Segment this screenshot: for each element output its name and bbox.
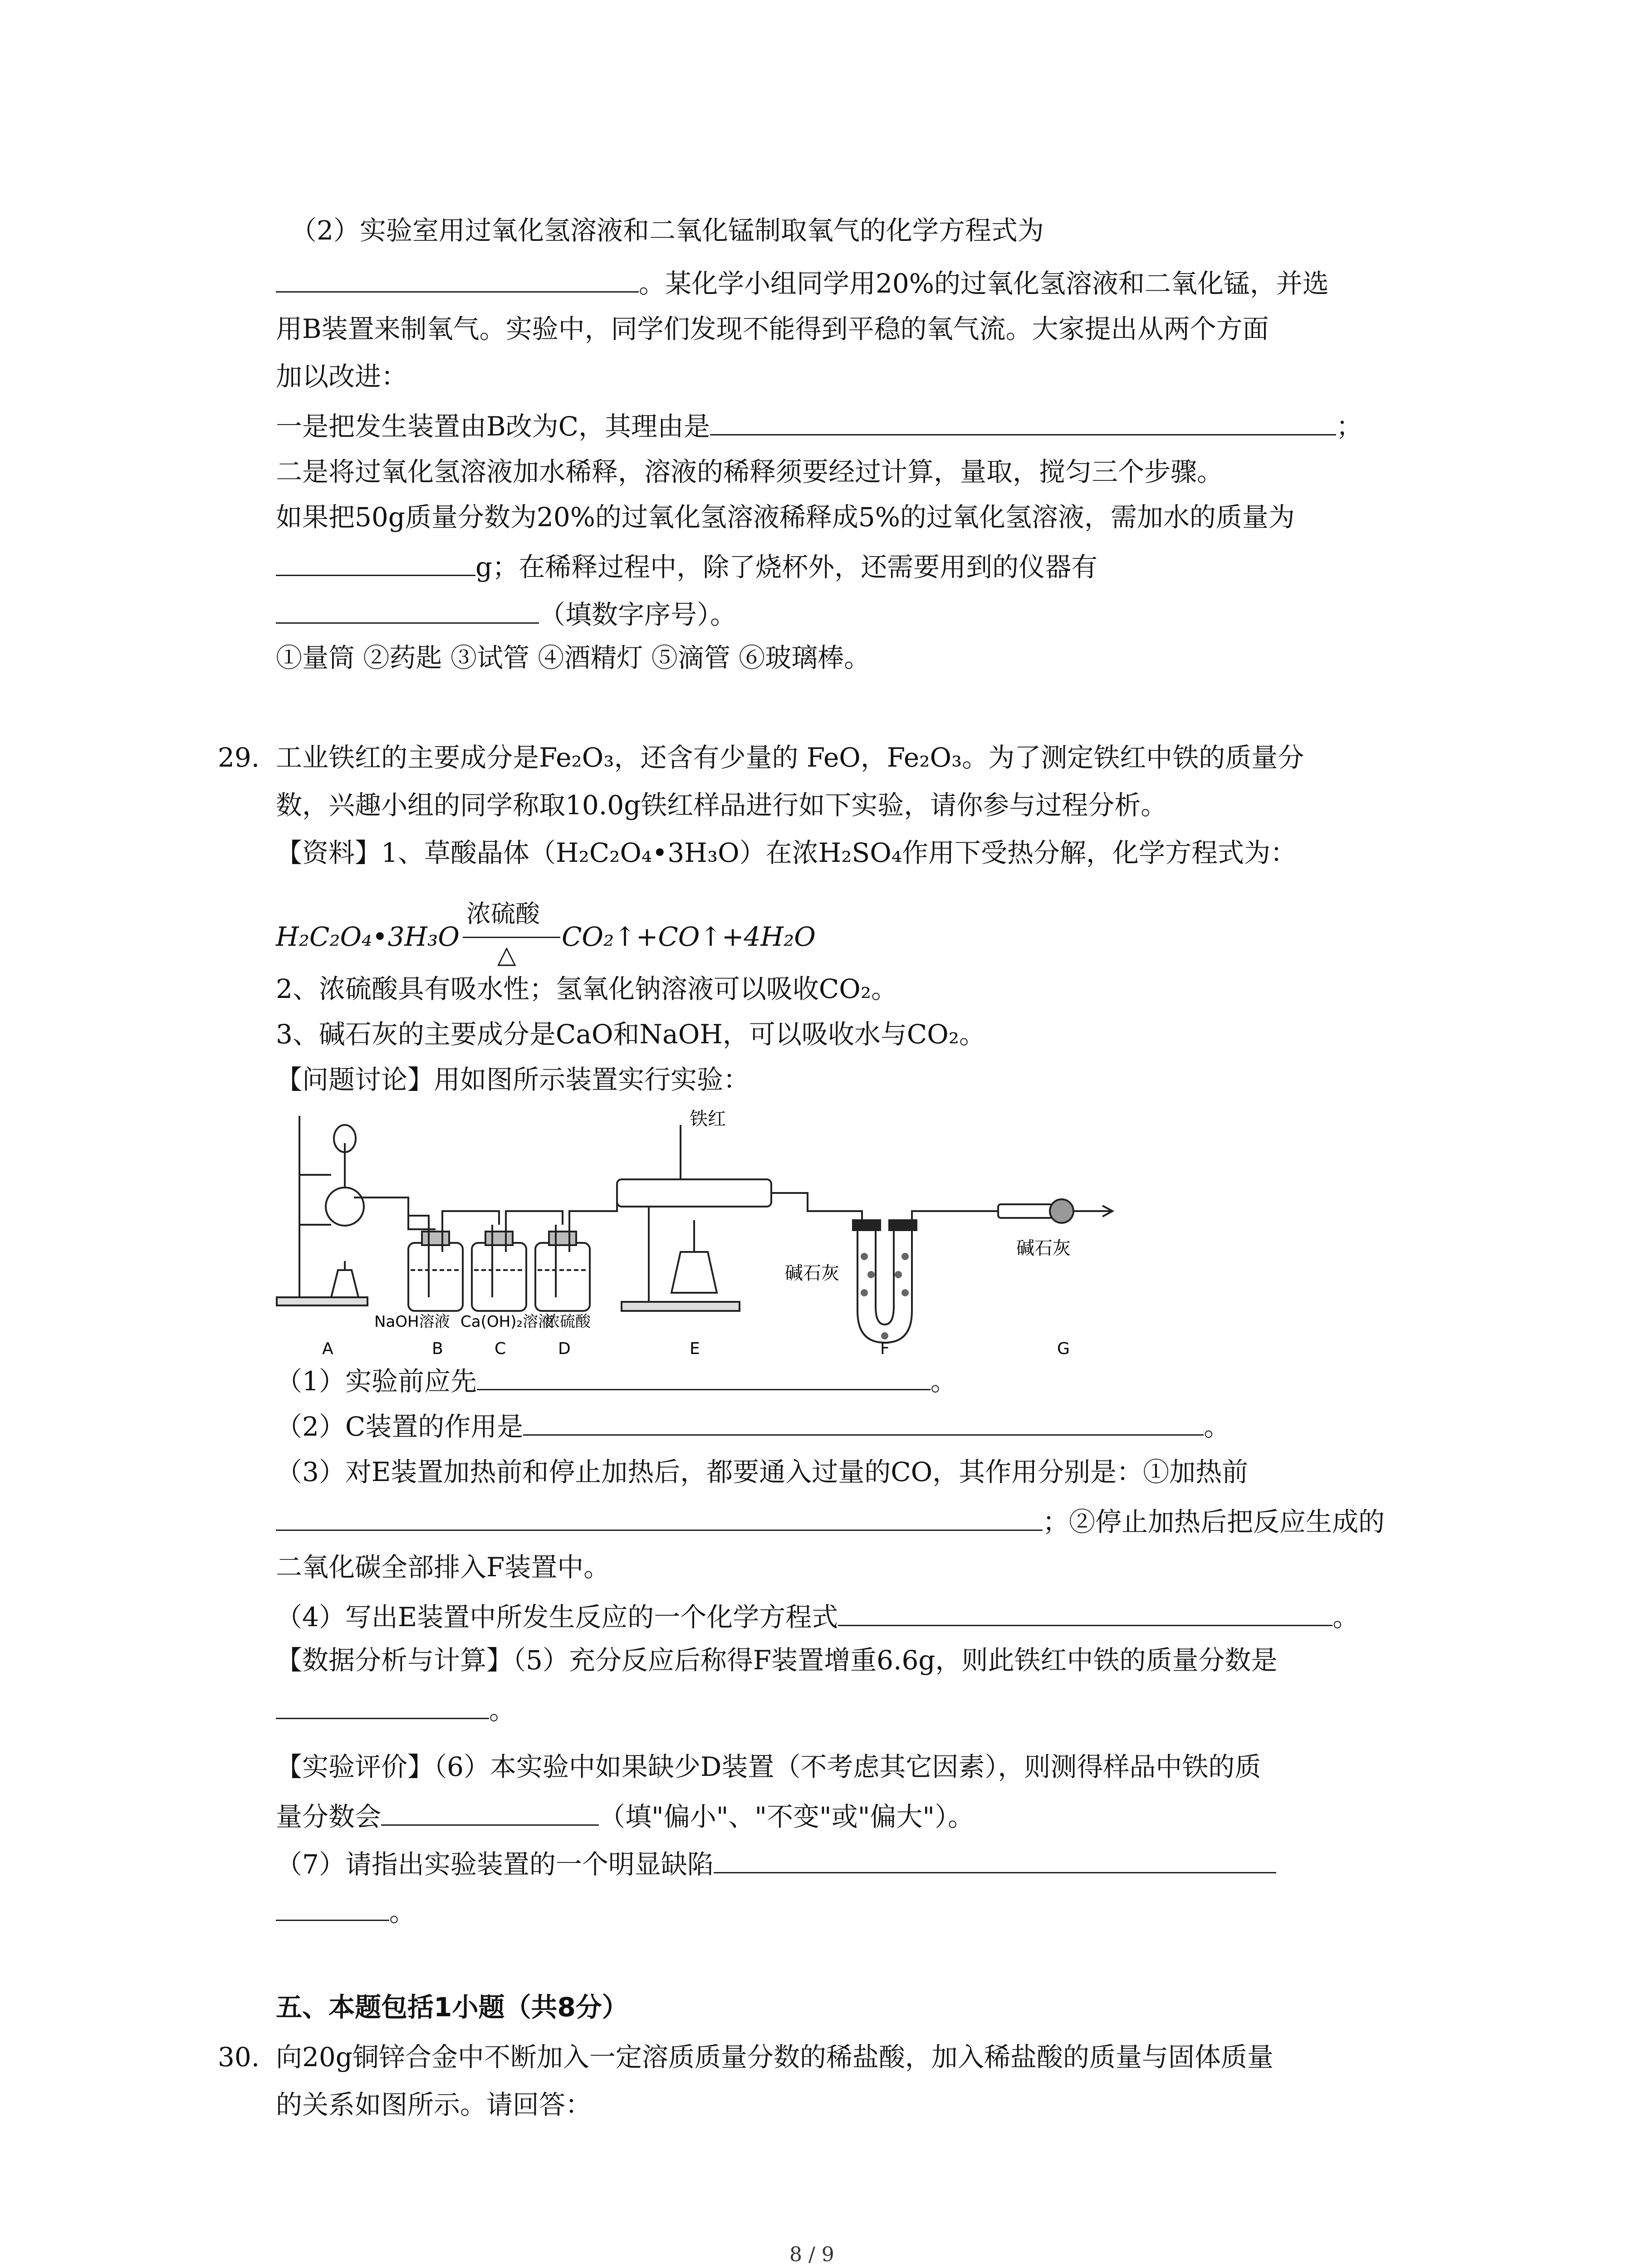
stand-base (277, 1297, 367, 1305)
q29-part6-line2: 量分数会 （填"偏小"、"不变"或"偏大"）。 (276, 1796, 974, 1835)
answer-blank[interactable] (276, 1501, 1043, 1531)
label-soda-lime-f: 碱石灰 (785, 1263, 839, 1284)
q29-part6-line1: 【实验评价】（6）本实验中如果缺少D装置（不考虑其它因素），则测得样品中铁的质 (276, 1751, 1261, 1782)
q29-part5: 【数据分析与计算】（5）充分反应后称得F装置增重6.6g，则此铁红中铁的质量分数是 (276, 1645, 1278, 1676)
q29-part4: （4）写出E装置中所发生反应的一个化学方程式 。 (276, 1597, 1359, 1635)
q28-p2-line3: 用B装置来制氧气。实验中，同学们发现不能得到平稳的氧气流。大家提出从两个方面 (276, 313, 1269, 344)
label-solution-d: 浓硫酸 (544, 1313, 591, 1331)
q29-part3-line3: 二氧化碳全部排入F装置中。 (276, 1552, 610, 1583)
tube-e (617, 1179, 771, 1207)
answer-blank[interactable] (523, 1406, 1204, 1436)
answer-blank[interactable] (276, 1690, 489, 1719)
q29-line1: 工业铁红的主要成分是Fe₂O₃，还含有少量的 FeO，Fe₂O₃。为了测定铁红中铁的质量分 (276, 742, 1304, 773)
q29-part2: （2）C装置的作用是 。 (276, 1406, 1230, 1445)
flask-a (326, 1188, 364, 1226)
q28-p2-line2: 。某化学小组同学用20%的过氧化氢溶液和二氧化锰，并选 (276, 263, 1329, 302)
heat-symbol: △ (497, 940, 516, 969)
q29-part3-line1: （3）对E装置加热前和停止加热后，都要通入过量的CO，其作用分别是：①加热前 (276, 1457, 1249, 1487)
q28-p2-line8: g；在稀释过程中，除了烧杯外，还需要用到的仪器有 (276, 547, 1097, 585)
q29-equation (276, 899, 911, 975)
equation-condition: 浓硫酸 (466, 899, 540, 928)
q29-part5-answer: 。 (276, 1690, 515, 1728)
q29-part1: （1）实验前应先 。 (276, 1361, 957, 1399)
q28-p2-line5: 一是把发生装置由B改为C，其理由是 ； (276, 406, 1362, 445)
q29-number: 29. (218, 742, 260, 773)
answer-blank[interactable] (838, 1597, 1332, 1626)
equation-right: CO₂↑+CO↑+4H₂O (562, 921, 816, 952)
q29-discussion: 【问题讨论】用如图所示装置实行实验： (276, 1064, 750, 1095)
q28-p2-options: ①量筒 ②药匙 ③试管 ④酒精灯 ⑤滴管 ⑥玻璃棒。 (276, 642, 871, 673)
answer-blank[interactable] (714, 1844, 1276, 1873)
bottle-d (535, 1243, 590, 1311)
q28-p2-line6: 二是将过氧化氢溶液加水稀释，溶液的稀释须要经过计算，量取，搅匀三个步骤。 (276, 456, 1224, 487)
q28-p2-line4: 加以改进： (276, 361, 408, 392)
letter-f: F (880, 1339, 890, 1358)
apparatus-diagram (272, 1107, 1161, 1361)
q28-p2-line7: 如果把50g质量分数为20%的过氧化氢溶液稀释成5%的过氧化氢溶液，需加水的质量为 (276, 502, 1295, 533)
burner-e (671, 1252, 717, 1293)
q28-p2-line9: （填数字序号）。 (276, 594, 736, 633)
letter-a: A (322, 1339, 333, 1358)
answer-blank[interactable] (276, 547, 475, 576)
answer-blank[interactable] (276, 1892, 389, 1921)
bottle-b (408, 1243, 463, 1311)
letter-g: G (1057, 1339, 1070, 1358)
q30-line1: 向20g铜锌合金中不断加入一定溶质质量分数的稀盐酸，加入稀盐酸的质量与固体质量 (276, 2042, 1274, 2072)
answer-blank[interactable] (276, 594, 539, 624)
letter-c: C (495, 1339, 506, 1358)
letter-e: E (690, 1339, 700, 1358)
answer-blank[interactable] (477, 1361, 931, 1390)
q29-part3-line2: ；②停止加热后把反应生成的 (276, 1501, 1385, 1540)
q29-material-2: 2、浓硫酸具有吸水性；氢氧化钠溶液可以吸收CO₂。 (276, 973, 898, 1004)
burner-a (331, 1270, 358, 1297)
page-number: 8 / 9 (789, 2243, 834, 2266)
q29-line2: 数，兴趣小组的同学称取10.0g铁红样品进行如下实验，请你参与过程分析。 (276, 790, 1167, 821)
section-heading: 五、本题包括1小题（共8分） (276, 1992, 628, 2023)
label-solution-b: NaOH溶液 (374, 1313, 450, 1331)
answer-blank[interactable] (710, 406, 1336, 435)
q28-p2-line1: （2）实验室用过氧化氢溶液和二氧化锰制取氧气的化学方程式为 (290, 215, 1044, 246)
label-iron-red: 铁红 (690, 1109, 726, 1129)
q29-material-3: 3、碱石灰的主要成分是CaO和NaOH，可以吸收水与CO₂。 (276, 1019, 986, 1050)
q30-number: 30. (218, 2042, 260, 2072)
label-solution-c: Ca(OH)₂溶液 (460, 1313, 554, 1331)
label-soda-lime-g: 碱石灰 (1016, 1238, 1071, 1259)
answer-blank[interactable] (276, 263, 639, 293)
bottle-c (472, 1243, 526, 1311)
letter-d: D (558, 1339, 571, 1358)
equation-left: H₂C₂O₄•3H₃O (276, 921, 460, 952)
answer-blank[interactable] (381, 1796, 599, 1826)
letter-b: B (432, 1339, 443, 1358)
q29-part7: （7）请指出实验装置的一个明显缺陷 (276, 1844, 1276, 1882)
q29-part7-cont: 。 (276, 1892, 416, 1930)
q29-material-1: 【资料】1、草酸晶体（H₂C₂O₄•3H₃O）在浓H₂SO₄作用下受热分解，化学方程式为： (276, 837, 1297, 868)
drying-tube-g (998, 1204, 1053, 1218)
q30-line2: 的关系如图所示。请回答： (276, 2089, 592, 2120)
